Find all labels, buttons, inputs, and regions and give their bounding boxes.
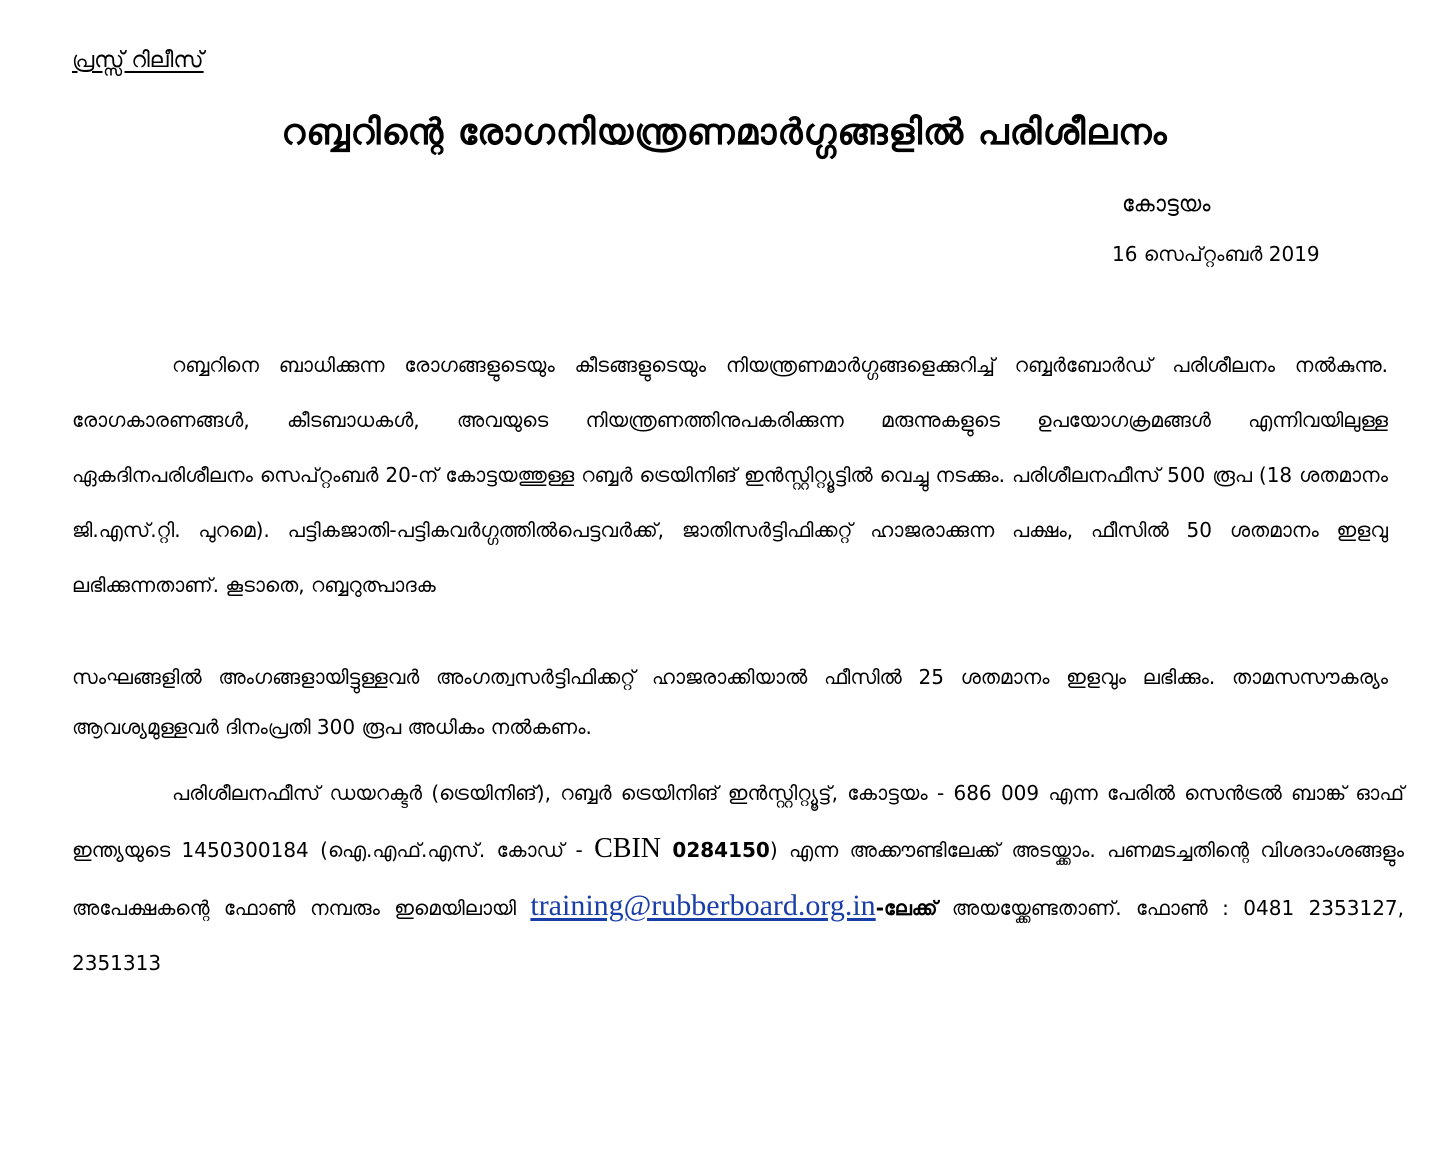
email-link[interactable]: training@rubberboard.org.in — [530, 889, 876, 922]
payment-text-a: പരിശീലനഫീസ് ഡയറക്ടർ (ട്രെയിനിങ്), റബ്ബർ ട്രെയിനിങ് ഇൻസ്റ്റിറ്റ്യൂട്ട്, കോട്ടയം - 686 009 എന്ന പേരിൽ സെൻട്രൽ ബാങ്ക് ഓഫ് ഇന്ത്യയുടെ 1450300184 (ഐ.എഫ്.എസ്. കോഡ് - — [72, 781, 1404, 862]
paragraph-society-discount: സംഘങ്ങളിൽ അംഗങ്ങളായിട്ടുള്ളവർ അംഗത്വസർട്ടിഫിക്കറ്റ് ഹാജരാക്കിയാൽ ഫീസിൽ 25 ശതമാനം ഇളവും ലഭിക്കും. താമസസൗകര്യം ആവശ്യമുള്ളവർ ദിനംപ്രതി 300 രൂപ അധികം നൽകണം. — [72, 665, 1388, 739]
ifsc-prefix: CBIN — [594, 833, 662, 864]
paragraph-payment-details — [72, 766, 1404, 991]
dateline-date: 16 സെപ്റ്റംബർ 2019 — [1112, 242, 1320, 266]
paragraph-training-details: റബ്ബറിനെ ബാധിക്കുന്ന രോഗങ്ങളുടെയും കീടങ്ങളുടെയും നിയന്ത്രണമാർഗ്ഗങ്ങളെക്കുറിച്ച് റബ്ബർബോർഡ് പരിശീലനം നൽകുന്നു. രോഗകാരണങ്ങൾ, കീടബാധകൾ, അവയുടെ നിയന്ത്രണത്തിനുപകരിക്കുന്ന മരുന്നുകളുടെ ഉപയോഗക്രമങ്ങൾ എന്നിവയിലുള്ള ഏകദിനപരിശീലനം സെപ്റ്റംബർ 20-ന് കോട്ടയത്തുള്ള റബ്ബർ ട്രെയിനിങ് ഇൻസ്റ്റിറ്റ്യൂട്ടിൽ വെച്ചു നടക്കും. പരിശീലനഫീസ് 500 രൂപ (18 ശതമാനം ജി.എസ്.റ്റി. പുറമെ). പട്ടികജാതി-പട്ടികവർഗ്ഗത്തിൽപെട്ടവർക്ക്, ജാതിസർട്ടിഫിക്കറ്റ് ഹാജരാക്കുന്ന പക്ഷം, ഫീസിൽ 50 ശതമാനം ഇളവു ലഭിക്കുന്നതാണ്. കൂടാതെ, റബ്ബറുത്പാദക — [72, 353, 1388, 597]
press-release-label: പ്രസ്സ് റിലീസ് — [72, 48, 204, 73]
ifsc-number: 0284150 — [672, 838, 770, 862]
email-suffix: -ലേക്ക് — [875, 896, 938, 920]
payment-text-d: അയയ്ക്കേണ്ടതാണ്. ഫോൺ : 0481 2353127, 2351313 — [72, 896, 1405, 975]
page-title: റബ്ബറിന്റെ രോഗനിയന്ത്രണമാർഗ്ഗങ്ങളിൽ പരിശീലനം — [281, 112, 1168, 153]
dateline-place: കോട്ടയം — [1122, 192, 1211, 217]
payment-text-b: ) എന്ന അക്കൗണ്ടിലേക്ക് അടയ്ക്കാം. പണമടച്ചതിന്റെ വിശദാംശങ്ങളും അപേക്ഷകന്റെ ഫോൺ നമ്പരും ഇമെയിലായി — [72, 838, 1404, 920]
